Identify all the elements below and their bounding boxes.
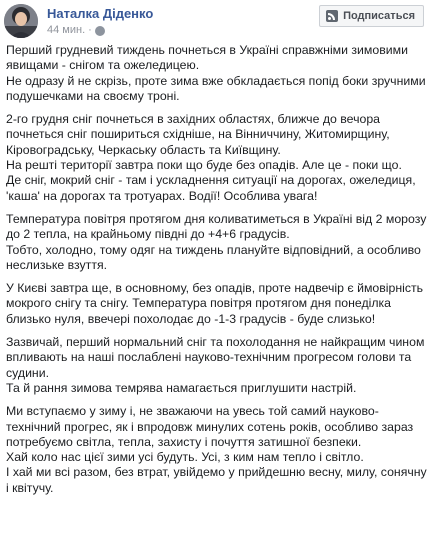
post-paragraph bbox=[6, 43, 431, 104]
avatar[interactable] bbox=[4, 4, 38, 38]
post-text-line: Тобто, холодно, тому одяг на тиждень плануйте відповідний, а особливо неслизьке взуття. bbox=[6, 242, 421, 272]
avatar-photo bbox=[4, 4, 38, 38]
post-text-line: Перший грудневий тиждень почнеться в Україні справжніми зимовими явищами - снігом та ожеледицею. bbox=[6, 43, 408, 73]
post-text-line: У Києві завтра ще, в основному, без опадів, проте надвечір є ймовірність мокрого снігу та снігу. Температура повітря протягом дня понеділка близько нуля, ввечері похолодає до -1-3 градусів - буде слизько! bbox=[6, 281, 424, 326]
post-paragraph bbox=[6, 212, 431, 273]
rss-icon bbox=[326, 10, 338, 22]
meta-separator: · bbox=[88, 24, 92, 36]
subscribe-button[interactable] bbox=[319, 5, 424, 27]
post-text-line: Та й рання зимова темрява намагається приглушити настрій. bbox=[6, 380, 357, 395]
post-text-line: Ми вступаємо у зиму і, не зважаючи на увесь той самий науково-технічний прогрес, як і впродовж минулих сотень років, особливо зараз потребуємо світла, тепла, захисту і почуття затишної безпеки. bbox=[6, 404, 414, 449]
post-text-line: І хай ми всі разом, без втрат, увійдемо у прийдешню весну, милу, сонячну і квітучу. bbox=[6, 465, 427, 495]
globe-icon[interactable] bbox=[95, 26, 105, 36]
post-text-line: 2-го грудня сніг почнеться в західних областях, ближче до вечора почнеться сніг пошириться східніше, на Вінниччину, Житомирщину, Кіровоградську, Черкаську область та Київщину. bbox=[6, 112, 390, 157]
post-text-line: Не одразу й не скрізь, проте зима вже обкладається попід боки зручними подушечками на своєму троні. bbox=[6, 73, 426, 103]
post-meta bbox=[47, 24, 105, 36]
post-body bbox=[0, 40, 437, 496]
post-text-line: На решті території завтра поки що буде без опадів. Але це - поки що. bbox=[6, 158, 402, 173]
post-paragraph bbox=[6, 281, 431, 327]
post-text-line: Де сніг, мокрий сніг - там і ускладнення ситуації на дорогах, ожеледиця, 'каша' на дорогах та тротуарах. Водії! Особлива увага! bbox=[6, 173, 416, 203]
post-time[interactable]: 44 мин. bbox=[47, 24, 86, 36]
post-paragraph bbox=[6, 404, 431, 496]
post-header bbox=[0, 0, 437, 40]
post-text-line: Температура повітря протягом дня коливатиметься в Україні від 2 морозу до 2 тепла, на крайньому півдні до +4+6 градусів. bbox=[6, 211, 427, 242]
post-paragraph bbox=[6, 112, 431, 204]
author-name[interactable]: Наталка Діденко bbox=[47, 6, 154, 21]
post-paragraph bbox=[6, 335, 431, 396]
post-text-line: Зазвичай, перший нормальний сніг та похолодання не найкращим чином впливають на наші послаблені науково-технічним прогресом голови та судини. bbox=[6, 335, 425, 380]
post-text-line: Хай коло нас цієї зими усі будуть. Усі, з ким нам тепло і світло. bbox=[6, 450, 364, 465]
subscribe-label: Подписаться bbox=[343, 10, 415, 22]
